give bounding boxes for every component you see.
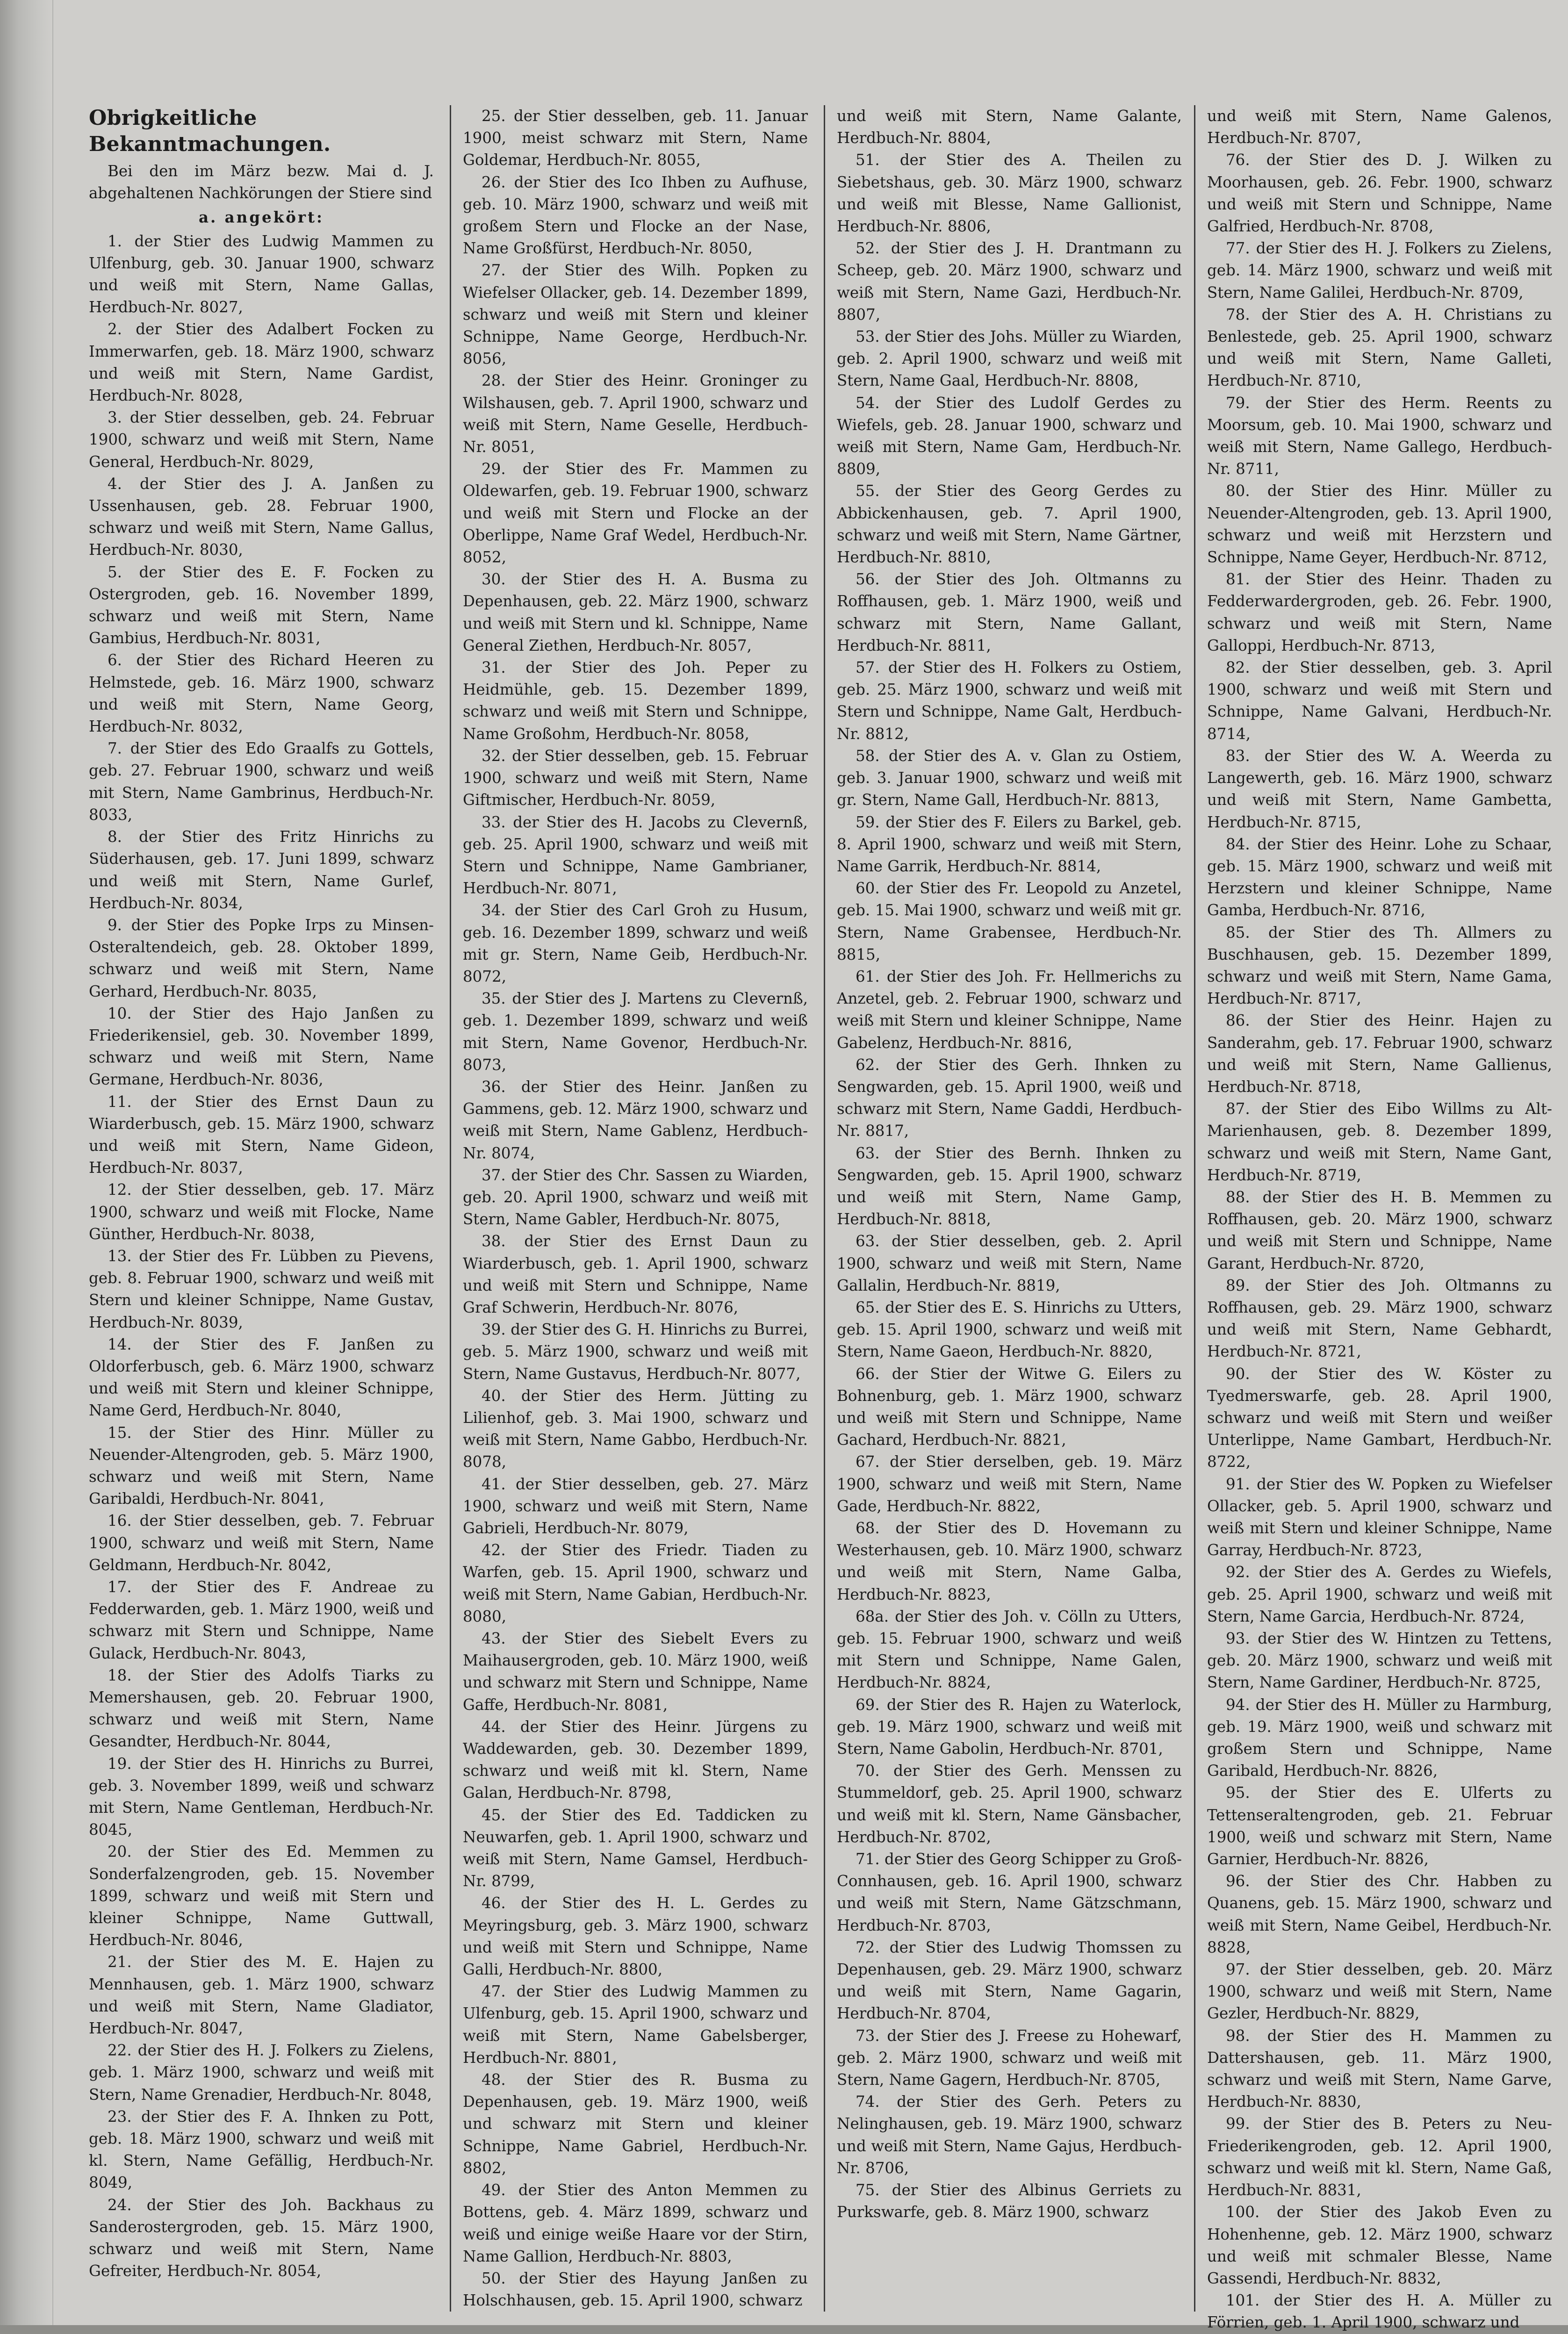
notice-entry: 42. der Stier des Friedr. Tiaden zu Warfen, geb. 15. April 1900, schwarz und weiß mit Stern, Name Gabian, Herdbuch-Nr. 8080, [463, 1541, 808, 1625]
notice-entry: 6. der Stier des Richard Heeren zu Helmstede, geb. 16. März 1900, schwarz und weiß mit Stern, Name Georg, Herdbuch-Nr. 8032, [89, 651, 434, 736]
notice-entry: 62. der Stier des Gerh. Ihnken zu Sengwarden, geb. 15. April 1900, weiß und schwarz mit Stern, Name Gaddi, Herdbuch-Nr. 8817, [837, 1056, 1182, 1140]
notice-entry: 2. der Stier des Adalbert Focken zu Immerwarfen, geb. 18. März 1900, schwarz und weiß mit Stern, Name Gardist, Herdbuch-Nr. 8028, [89, 320, 434, 405]
column-rule [824, 105, 825, 2312]
notice-entry: 101. der Stier des H. A. Müller zu Förrien, geb. 1. April 1900, schwarz und [1207, 2291, 1552, 2332]
notice-entry: 45. der Stier des Ed. Taddicken zu Neuwarfen, geb. 1. April 1900, schwarz und weiß mit Stern, Name Gamsel, Herdbuch-Nr. 8799, [463, 1806, 808, 1890]
notice-entry: 50. der Stier des Hayung Janßen zu Holschhausen, geb. 15. April 1900, schwarz [463, 2269, 808, 2310]
notice-entry: 79. der Stier des Herm. Reents zu Moorsum, geb. 10. Mai 1900, schwarz und weiß mit Stern, Name Gallego, Herdbuch-Nr. 8711, [1207, 394, 1552, 478]
notice-entry: 23. der Stier des F. A. Ihnken zu Pott, geb. 18. März 1900, schwarz und weiß mit kl. Stern, Name Gefällig, Herdbuch-Nr. 8049, [89, 2107, 434, 2192]
document-page [89, 105, 1552, 2332]
notice-entry: 38. der Stier des Ernst Daun zu Wiarderbusch, geb. 1. April 1900, schwarz und weiß mit Stern und Schnippe, Name Graf Schwerin, Herdbuch-Nr. 8076, [463, 1232, 808, 1316]
notice-entry: 73. der Stier des J. Freese zu Hohewarf, geb. 2. März 1900, schwarz und weiß mit Stern, Name Gagern, Herdbuch-Nr. 8705, [837, 2026, 1182, 2089]
notice-entry: 99. der Stier des B. Peters zu Neu-Friederikengroden, geb. 12. April 1900, schwarz und weiß mit kl. Stern, Name Gaß, Herdbuch-Nr. 8831, [1207, 2115, 1552, 2199]
notice-entry: 80. der Stier des Hinr. Müller zu Neuender-Altengroden, geb. 13. April 1900, schwarz und weiß mit Herzstern und Schnippe, Name Geyer, Herdbuch-Nr. 8712, [1207, 482, 1552, 567]
notice-entry: 61. der Stier des Joh. Fr. Hellmerichs zu Anzetel, geb. 2. Februar 1900, schwarz und weiß mit Stern und kleiner Schnippe, Name Gabelenz, Herdbuch-Nr. 8816, [837, 967, 1182, 1052]
notice-entry: 87. der Stier des Eibo Willms zu Alt-Marienhausen, geb. 8. Dezember 1899, schwarz und weiß mit Stern, Name Gant, Herdbuch-Nr. 8719, [1207, 1100, 1552, 1184]
notice-entry: 71. der Stier des Georg Schipper zu Groß-Connhausen, geb. 16. April 1900, schwarz und weiß mit Stern, Name Gätzschmann, Herdbuch-Nr. 8703, [837, 1850, 1182, 1934]
notice-entry: 12. der Stier desselben, geb. 17. März 1900, schwarz und weiß mit Flocke, Name Günther, Herdbuch-Nr. 8038, [89, 1181, 434, 1243]
notice-entry: 55. der Stier des Georg Gerdes zu Abbickenhausen, geb. 7. April 1900, schwarz und weiß mit Stern, Name Gärtner, Herdbuch-Nr. 8810, [837, 482, 1182, 567]
notice-entry: 36. der Stier des Heinr. Janßen zu Gammens, geb. 12. März 1900, schwarz und weiß mit Stern, Name Gablenz, Herdbuch-Nr. 8074, [463, 1077, 808, 1162]
notice-entry: 65. der Stier des E. S. Hinrichs zu Utters, geb. 15. April 1900, schwarz und weiß mit Stern, Name Gaeon, Herdbuch-Nr. 8820, [837, 1298, 1182, 1361]
notice-entry: 15. der Stier des Hinr. Müller zu Neuender-Altengroden, geb. 5. März 1900, schwarz und weiß mit Stern, Name Garibaldi, Herdbuch-Nr. 8041, [89, 1423, 434, 1508]
notice-entry: 25. der Stier desselben, geb. 11. Januar 1900, meist schwarz mit Stern, Name Goldemar, Herdbuch-Nr. 8055, [463, 107, 808, 169]
column-4-entries [1207, 105, 1552, 2334]
notice-entry: 54. der Stier des Ludolf Gerdes zu Wiefels, geb. 28. Januar 1900, schwarz und weiß mit Stern, Name Gam, Herdbuch-Nr. 8809, [837, 394, 1182, 478]
notice-entry: 26. der Stier des Ico Ihben zu Aufhuse, geb. 10. März 1900, schwarz und weiß mit großem Stern und Flocke an der Nase, Name Großfürst, Herdbuch-Nr. 8050, [463, 173, 808, 258]
notice-entry: 41. der Stier desselben, geb. 27. März 1900, schwarz und weiß mit Stern, Name Gabrieli, Herdbuch-Nr. 8079, [463, 1475, 808, 1537]
notice-entry: 22. der Stier des H. J. Folkers zu Zielens, geb. 1. März 1900, schwarz und weiß mit Stern, Name Grenadier, Herdbuch-Nr. 8048, [89, 2041, 434, 2104]
notice-entry: 56. der Stier des Joh. Oltmanns zu Roffhausen, geb. 1. März 1900, weiß und schwarz mit Stern, Name Gallant, Herdbuch-Nr. 8811, [837, 570, 1182, 654]
notice-entry: 21. der Stier des M. E. Hajen zu Mennhausen, geb. 1. März 1900, schwarz und weiß mit Stern, Name Gladiator, Herdbuch-Nr. 8047, [89, 1953, 434, 2038]
notice-entry: 92. der Stier des A. Gerdes zu Wiefels, geb. 25. April 1900, schwarz und weiß mit Stern, Name Garcia, Herdbuch-Nr. 8724, [1207, 1563, 1552, 1625]
notice-entry: 49. der Stier des Anton Memmen zu Bottens, geb. 4. März 1899, schwarz und weiß und einige weiße Haare vor der Stirn, Name Gallion, Herdbuch-Nr. 8803, [463, 2181, 808, 2265]
notice-entry: 7. der Stier des Edo Graalfs zu Gottels, geb. 27. Februar 1900, schwarz und weiß mit Stern, Name Gambrinus, Herdbuch-Nr. 8033, [89, 740, 434, 824]
notice-entry: 48. der Stier des R. Busma zu Depenhausen, geb. 19. März 1900, weiß und schwarz mit Stern und kleiner Schnippe, Name Gabriel, Herdbuch-Nr. 8802, [463, 2071, 808, 2177]
notice-entry: 28. der Stier des Heinr. Groninger zu Wilshausen, geb. 7. April 1900, schwarz und weiß mit Stern, Name Geselle, Herdbuch-Nr. 8051, [463, 372, 808, 456]
notice-entry: 53. der Stier des Johs. Müller zu Wiarden, geb. 2. April 1900, schwarz und weiß mit Stern, Name Gaal, Herdbuch-Nr. 8808, [837, 328, 1182, 390]
notice-entry: 4. der Stier des J. A. Janßen zu Ussenhausen, geb. 28. Februar 1900, schwarz und weiß mit Stern, Name Gallus, Herdbuch-Nr. 8030, [89, 474, 434, 559]
notice-entry: und weiß mit Stern, Name Galante, Herdbuch-Nr. 8804, [837, 107, 1182, 147]
notice-entry: 27. der Stier des Wilh. Popken zu Wiefelser Ollacker, geb. 14. Dezember 1899, schwarz und weiß mit Stern und kleiner Schnippe, Name George, Herdbuch-Nr. 8056, [463, 261, 808, 368]
notice-entry: 93. der Stier des W. Hintzen zu Tettens, geb. 20. März 1900, schwarz und weiß mit Stern, Name Gardiner, Herdbuch-Nr. 8725, [1207, 1630, 1552, 1692]
notice-entry: 16. der Stier desselben, geb. 7. Februar 1900, schwarz und weiß mit Stern, Name Geldmann, Herdbuch-Nr. 8042, [89, 1512, 434, 1574]
notice-entry: 68. der Stier des D. Hovemann zu Westerhausen, geb. 10. März 1900, schwarz und weiß mit Stern, Name Galba, Herdbuch-Nr. 8823, [837, 1519, 1182, 1603]
notice-entry: 69. der Stier des R. Hajen zu Waterlock, geb. 19. März 1900, schwarz und weiß mit Stern, Name Gabolin, Herdbuch-Nr. 8701, [837, 1695, 1182, 1758]
notice-entry: 58. der Stier des A. v. Glan zu Ostiem, geb. 3. Januar 1900, schwarz und weiß mit gr. Stern, Name Gall, Herdbuch-Nr. 8813, [837, 747, 1182, 809]
notice-entry: 44. der Stier des Heinr. Jürgens zu Waddewarden, geb. 30. Dezember 1899, schwarz und weiß mit kl. Stern, Name Galan, Herdbuch-Nr. 8798, [463, 1717, 808, 1802]
notice-entry: 13. der Stier des Fr. Lübben zu Pievens, geb. 8. Februar 1900, schwarz und weiß mit Stern und kleiner Schnippe, Name Gustav, Herdbuch-Nr. 8039, [89, 1247, 434, 1331]
column-2-entries [463, 105, 808, 2312]
notice-entry: 37. der Stier des Chr. Sassen zu Wiarden, geb. 20. April 1900, schwarz und weiß mit Stern, Name Gabler, Herdbuch-Nr. 8075, [463, 1166, 808, 1228]
notice-entry: 95. der Stier des E. Ulferts zu Tettenseraltengroden, geb. 21. Februar 1900, weiß und schwarz mit Stern, Name Garnier, Herdbuch-Nr. 8826, [1207, 1784, 1552, 1868]
notice-entry: 89. der Stier des Joh. Oltmanns zu Roffhausen, geb. 29. März 1900, schwarz und weiß mit Stern, Name Gebhardt, Herdbuch-Nr. 8721, [1207, 1276, 1552, 1361]
notice-entry: 9. der Stier des Popke Irps zu Minsen-Osteraltendeich, geb. 28. Oktober 1899, schwarz und weiß mit Stern, Name Gerhard, Herdbuch-Nr. 8035, [89, 916, 434, 1000]
notice-entry: 1. der Stier des Ludwig Mammen zu Ulfenburg, geb. 30. Januar 1900, schwarz und weiß mit Stern, Name Gallas, Herdbuch-Nr. 8027, [89, 232, 434, 316]
notice-entry: 84. der Stier des Heinr. Lohe zu Schaar, geb. 15. März 1900, schwarz und weiß mit Herzstern und kleiner Schnippe, Name Gamba, Herdbuch-Nr. 8716, [1207, 835, 1552, 919]
notice-entry: 72. der Stier des Ludwig Thomssen zu Depenhausen, geb. 29. März 1900, schwarz und weiß mit Stern, Name Gagarin, Herdbuch-Nr. 8704, [837, 1938, 1182, 2023]
section-heading: Obrigkeitliche Bekanntmachungen. [89, 106, 331, 156]
column-2 [463, 105, 808, 2312]
notice-entry: 30. der Stier des H. A. Busma zu Depenhausen, geb. 22. März 1900, schwarz und weiß mit Stern und kl. Schnippe, Name General Ziethen, Herdbuch-Nr. 8057, [463, 570, 808, 654]
subheading: a. angekört: [198, 208, 324, 227]
binding-shadow [0, 0, 53, 2325]
notice-entry: 70. der Stier des Gerh. Menssen zu Stummeldorf, geb. 25. April 1900, schwarz und weiß mit kl. Stern, Name Gänsbacher, Herdbuch-Nr. 8702, [837, 1762, 1182, 1846]
notice-entry: 10. der Stier des Hajo Janßen zu Friederikensiel, geb. 30. November 1899, schwarz und weiß mit Stern, Name Germane, Herdbuch-Nr. 8036, [89, 1004, 434, 1089]
notice-entry: 63. der Stier des Bernh. Ihnken zu Sengwarden, geb. 15. April 1900, schwarz und weiß mit Stern, Name Gamp, Herdbuch-Nr. 8818, [837, 1144, 1182, 1228]
notice-entry: 68a. der Stier des Joh. v. Cölln zu Utters, geb. 15. Februar 1900, schwarz und weiß mit Stern und Schnippe, Name Galen, Herdbuch-Nr. 8824, [837, 1607, 1182, 1692]
column-rule [1194, 105, 1195, 2312]
column-3 [837, 105, 1182, 2312]
notice-entry: 11. der Stier des Ernst Daun zu Wiarderbusch, geb. 15. März 1900, schwarz und weiß mit Stern, Name Gideon, Herdbuch-Nr. 8037, [89, 1092, 434, 1177]
notice-entry: 90. der Stier des W. Köster zu Tyedmerswarfe, geb. 28. April 1900, schwarz und weiß mit Stern und weißer Unterlippe, Name Gambart, Herdbuch-Nr. 8722, [1207, 1364, 1552, 1471]
notice-entry: 67. der Stier derselben, geb. 19. März 1900, schwarz und weiß mit Stern, Name Gade, Herdbuch-Nr. 8822, [837, 1453, 1182, 1515]
notice-entry: 59. der Stier des F. Eilers zu Barkel, geb. 8. April 1900, schwarz und weiß mit Stern, Name Garrik, Herdbuch-Nr. 8814, [837, 813, 1182, 875]
notice-entry: 18. der Stier des Adolfs Tiarks zu Memershausen, geb. 20. Februar 1900, schwarz und weiß mit Stern, Name Gesandter, Herdbuch-Nr. 8044, [89, 1666, 434, 1751]
notice-entry: 91. der Stier des W. Popken zu Wiefelser Ollacker, geb. 5. April 1900, schwarz und weiß mit Stern und kleiner Schnippe, Name Garray, Herdbuch-Nr. 8723, [1207, 1475, 1552, 1559]
notice-entry: 86. der Stier des Heinr. Hajen zu Sanderahm, geb. 17. Februar 1900, schwarz und weiß mit Stern, Name Gallienus, Herdbuch-Nr. 8718, [1207, 1012, 1552, 1096]
notice-entry: 85. der Stier des Th. Allmers zu Buschhausen, geb. 15. Dezember 1899, schwarz und weiß mit Stern, Name Gama, Herdbuch-Nr. 8717, [1207, 923, 1552, 1008]
notice-entry: 98. der Stier des H. Mammen zu Dattershausen, geb. 11. März 1900, schwarz und weiß mit Stern, Name Garve, Herdbuch-Nr. 8830, [1207, 2026, 1552, 2111]
notice-entry: 40. der Stier des Herm. Jütting zu Lilienhof, geb. 3. Mai 1900, schwarz und weiß mit Stern, Name Gabbo, Herdbuch-Nr. 8078, [463, 1386, 808, 1471]
notice-entry: 81. der Stier des Heinr. Thaden zu Fedderwardergroden, geb. 26. Febr. 1900, schwarz und weiß mit Stern, Name Galloppi, Herdbuch-Nr. 8713, [1207, 570, 1552, 654]
notice-entry: 31. der Stier des Joh. Peper zu Heidmühle, geb. 15. Dezember 1899, schwarz und weiß mit Stern und Schnippe, Name Großohm, Herdbuch-Nr. 8058, [463, 659, 808, 743]
intro-text: Bei den im März bezw. Mai d. J. abgehaltenen Nachkörungen der Stiere sind [89, 162, 434, 202]
notice-entry: 46. der Stier des H. L. Gerdes zu Meyringsburg, geb. 3. März 1900, schwarz und weiß mit Stern und Schnippe, Name Galli, Herdbuch-Nr. 8800, [463, 1894, 808, 1979]
notice-entry: 32. der Stier desselben, geb. 15. Februar 1900, schwarz und weiß mit Stern, Name Giftmischer, Herdbuch-Nr. 8059, [463, 747, 808, 809]
notice-entry: 14. der Stier des F. Janßen zu Oldorferbusch, geb. 6. März 1900, schwarz und weiß mit Stern und kleiner Schnippe, Name Gerd, Herdbuch-Nr. 8040, [89, 1335, 434, 1420]
notice-entry: 83. der Stier des W. A. Weerda zu Langewerth, geb. 16. März 1900, schwarz und weiß mit Stern, Name Gambetta, Herdbuch-Nr. 8715, [1207, 747, 1552, 831]
notice-entry: 75. der Stier des Albinus Gerriets zu Purkswarfe, geb. 8. März 1900, schwarz [837, 2181, 1182, 2221]
notice-entry: 47. der Stier des Ludwig Mammen zu Ulfenburg, geb. 15. April 1900, schwarz und weiß mit Stern, Name Gabelsberger, Herdbuch-Nr. 8801, [463, 1982, 808, 2067]
notice-entry: 52. der Stier des J. H. Drantmann zu Scheep, geb. 20. März 1900, schwarz und weiß mit Stern, Name Gazi, Herdbuch-Nr. 8807, [837, 239, 1182, 323]
notice-entry: 57. der Stier des H. Folkers zu Ostiem, geb. 25. März 1900, schwarz und weiß mit Stern und Schnippe, Name Galt, Herdbuch-Nr. 8812, [837, 659, 1182, 743]
notice-entry: 20. der Stier des Ed. Memmen zu Sonderfalzengroden, geb. 15. November 1899, schwarz und weiß mit Stern und kleiner Schnippe, Name Guttwall, Herdbuch-Nr. 8046, [89, 1843, 434, 1949]
notice-entry: 43. der Stier des Siebelt Evers zu Maihausergroden, geb. 10. März 1900, weiß und schwarz mit Stern und Schnippe, Name Gaffe, Herdbuch-Nr. 8081, [463, 1630, 808, 1714]
notice-entry: 66. der Stier der Witwe G. Eilers zu Bohnenburg, geb. 1. März 1900, schwarz und weiß mit Stern und Schnippe, Name Gachard, Herdbuch-Nr. 8821, [837, 1364, 1182, 1449]
notice-entry: und weiß mit Stern, Name Galenos, Herdbuch-Nr. 8707, [1207, 107, 1552, 147]
notice-entry: 76. der Stier des D. J. Wilken zu Moorhausen, geb. 26. Febr. 1900, schwarz und weiß mit Stern und Schnippe, Name Galfried, Herdbuch-Nr. 8708, [1207, 151, 1552, 236]
column-1-entries [89, 230, 434, 2283]
notice-entry: 39. der Stier des G. H. Hinrichs zu Burrei, geb. 5. März 1900, schwarz und weiß mit Stern, Name Gustavus, Herdbuch-Nr. 8077, [463, 1321, 808, 1383]
notice-entry: 35. der Stier des J. Martens zu Clevernß, geb. 1. Dezember 1899, schwarz und weiß mit Stern, Name Govenor, Herdbuch-Nr. 8073, [463, 990, 808, 1074]
notice-entry: 51. der Stier des A. Theilen zu Siebetshaus, geb. 30. März 1900, schwarz und weiß mit Blesse, Name Gallionist, Herdbuch-Nr. 8806, [837, 151, 1182, 236]
notice-entry: 19. der Stier des H. Hinrichs zu Burrei, geb. 3. November 1899, weiß und schwarz mit Stern, Name Gentleman, Herdbuch-Nr. 8045, [89, 1754, 434, 1839]
notice-entry: 34. der Stier des Carl Groh zu Husum, geb. 16. Dezember 1899, schwarz und weiß mit gr. Stern, Name Geib, Herdbuch-Nr. 8072, [463, 901, 808, 985]
notice-entry: 94. der Stier des H. Müller zu Harmburg, geb. 19. März 1900, weiß und schwarz mit großem Stern und Schnippe, Name Garibald, Herdbuch-Nr. 8826, [1207, 1695, 1552, 1780]
notice-entry: 74. der Stier des Gerh. Peters zu Nelinghausen, geb. 19. März 1900, schwarz und weiß mit Stern, Name Gajus, Herdbuch-Nr. 8706, [837, 2093, 1182, 2177]
notice-entry: 88. der Stier des H. B. Memmen zu Roffhausen, geb. 20. März 1900, schwarz und weiß mit Stern und Schnippe, Name Garant, Herdbuch-Nr. 8720, [1207, 1188, 1552, 1272]
notice-entry: 3. der Stier desselben, geb. 24. Februar 1900, schwarz und weiß mit Stern, Name General, Herdbuch-Nr. 8029, [89, 409, 434, 471]
column-4 [1207, 105, 1552, 2332]
notice-entry: 97. der Stier desselben, geb. 20. März 1900, schwarz und weiß mit Stern, Name Gezler, Herdbuch-Nr. 8829, [1207, 1961, 1552, 2023]
notice-entry: 96. der Stier des Chr. Habben zu Quanens, geb. 15. März 1900, schwarz und weiß mit Stern, Name Geibel, Herdbuch-Nr. 8828, [1207, 1872, 1552, 1956]
notice-entry: 78. der Stier des A. H. Christians zu Benlestede, geb. 25. April 1900, schwarz und weiß mit Stern, Name Galleti, Herdbuch-Nr. 8710, [1207, 305, 1552, 390]
notice-entry: 60. der Stier des Fr. Leopold zu Anzetel, geb. 15. Mai 1900, schwarz und weiß mit gr. Stern, Name Grabensee, Herdbuch-Nr. 8815, [837, 879, 1182, 963]
notice-entry: 17. der Stier des F. Andreae zu Fedderwarden, geb. 1. März 1900, weiß und schwarz mit Stern und Schnippe, Name Gulack, Herdbuch-Nr. 8043, [89, 1578, 434, 1662]
notice-entry: 82. der Stier desselben, geb. 3. April 1900, schwarz und weiß mit Stern und Schnippe, Name Galvani, Herdbuch-Nr. 8714, [1207, 659, 1552, 743]
notice-entry: 33. der Stier des H. Jacobs zu Clevernß, geb. 25. April 1900, schwarz und weiß mit Stern und Schnippe, Name Gambrianer, Herdbuch-Nr. 8071, [463, 813, 808, 898]
notice-entry: 63. der Stier desselben, geb. 2. April 1900, schwarz und weiß mit Stern, Name Gallalin, Herdbuch-Nr. 8819, [837, 1232, 1182, 1294]
column-rule [450, 105, 451, 2312]
notice-entry: 77. der Stier des H. J. Folkers zu Zielens, geb. 14. März 1900, schwarz und weiß mit Stern, Name Galilei, Herdbuch-Nr. 8709, [1207, 239, 1552, 302]
notice-entry: 8. der Stier des Fritz Hinrichs zu Süderhausen, geb. 17. Juni 1899, schwarz und weiß mit Stern, Name Gurlef, Herdbuch-Nr. 8034, [89, 828, 434, 912]
column-1 [89, 105, 434, 2312]
notice-entry: 24. der Stier des Joh. Backhaus zu Sanderostergroden, geb. 15. März 1900, schwarz und weiß mit Stern, Name Gefreiter, Herdbuch-Nr. 8054, [89, 2196, 434, 2280]
notice-entry: 29. der Stier des Fr. Mammen zu Oldewarfen, geb. 19. Februar 1900, schwarz und weiß mit Stern und Flocke an der Oberlippe, Name Graf Wedel, Herdbuch-Nr. 8052, [463, 460, 808, 567]
notice-entry: 5. der Stier des E. F. Focken zu Ostergroden, geb. 16. November 1899, schwarz und weiß mit Stern, Name Gambius, Herdbuch-Nr. 8031, [89, 563, 434, 647]
column-3-entries [837, 105, 1182, 2224]
notice-entry: 100. der Stier des Jakob Even zu Hohenhenne, geb. 12. März 1900, schwarz und weiß mit schmaler Blesse, Name Gassendi, Herdbuch-Nr. 8832, [1207, 2203, 1552, 2287]
